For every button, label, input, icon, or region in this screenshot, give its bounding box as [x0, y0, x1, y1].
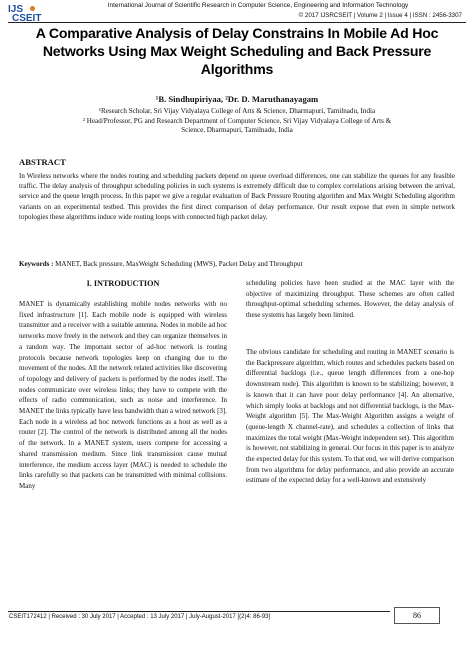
journal-meta: © 2017 IJSRCSEIT | Volume 2 | Issue 4 | ISSN : 2456-3307	[298, 12, 462, 19]
affiliation-1: ¹Research Scholar, Sri Vijay Vidyalaya College of Arts & Science, Dharmapuri, Tamilnadu, India	[98, 107, 376, 115]
footer-citation: CSEIT172412 | Received : 30 July 2017 | Accepted : 13 July 2017 | July-August-2017 [(2)4: 86-93]	[9, 614, 271, 620]
left-column-paragraph: MANET is dynamically establishing mobile nodes networks with no fixed infrastructure [1]. Each mobile node is equipped with wireless transmitter and a receiver with a suitable antenna. Nodes in mobile ad hoc networks move freely in the network and they can organize themselves in a random way. The important sector of ad-hoc network is routing protocols because network topologies keep on changing due to the movement of the nodes. All the network related activities like discovering of topology and delivery of packets is performed by the nodes itself. The nodes communicate over wireless links; they have to compete with the effects of radio communication, such as noise and interference. In MANET the links typically have less bandwidth than a wired network [3]. Each node in a wireless ad hoc network functions as a host as well as a router [2]. The control of the network is distributed among all the nodes of the network. In a MANET system, users compete for accessing a shared transmission medium. Since link transmission cause mutual interference, the medium access layer (MAC) is needed to schedule the links carefully so that packets can be transmitted with minimal collisions. Many	[19, 300, 227, 490]
right-column-paragraph-1: scheduling policies have been studied at the MAC layer with the objective of maximizing throughput. These schemes are often called throughput-optimal scheduling schemes. However, the delay analysis of these systems has largely been limited.	[246, 279, 454, 320]
keywords-label: Keywords :	[19, 260, 54, 268]
keywords-text: MANET, Back pressure, MaxWeight Scheduling (MWS), Packet Delay and Throughput	[53, 260, 303, 268]
affiliation-2-line-2: Science, Dharmapuri, Tamilnadu, India	[181, 126, 293, 134]
paper-authors: ¹B. Sindhupiriyaa, ²Dr. D. Maruthanayagam	[155, 94, 319, 104]
section-heading-introduction: I. INTRODUCTION	[86, 279, 160, 288]
right-column-paragraph-2: The obvious candidate for scheduling and routing in MANET scenario is the Backpressure algorithm, which routes and schedules packets based on differential backlogs (i.e., queue length differences from a one-hop downstream node). This algorithm is known to be stabilizing; however, it is known that it can have poor delay performance [4]. An alternative, which simply looks at backlogs and not differential backlogs, is the Max-Weight algorithm [5]. The Max-Weight Algorithm assigns a weight of (queue-length X channel-rate), and schedules a collection of links that maximizes the total weight (Max-Weight independent set). This algorithm is however, not stabilizing in general. Our focus in this paper is to analyze the expected delay for this system. To that end, we will derive comparison from two algorithms for delay performance, and also provide an accurate estimate of the expected delay for a well-known and extensively	[246, 348, 454, 485]
paper-title: A Comparative Analysis of Delay Constrains In Mobile Ad Hoc Networks Using Max Weight Scheduling and Back Pressure Algorithms	[35, 25, 439, 77]
keywords-line	[19, 260, 455, 269]
logo-dot-icon	[30, 6, 35, 11]
logo-top-text: IJS	[8, 4, 24, 15]
abstract-heading: ABSTRACT	[19, 157, 66, 167]
page-number: 86	[394, 607, 440, 624]
journal-name: International Journal of Scientific Research in Computer Science, Engineering and Information Technology	[107, 2, 409, 9]
header-divider	[8, 22, 466, 23]
footer-divider	[8, 611, 390, 612]
affiliation-2-line-1: ² Head/Professor, PG and Research Department of Computer Science, Sri Vijay Vidyalaya College of Arts &	[82, 117, 392, 125]
logo-bottom-text: CSEIT	[12, 13, 42, 24]
abstract-text: In Wireless networks where the nodes routing and scheduling packets depend on queue overload differences, one can stabilize the queues for any feasible traffic. The delay analysis of throughput scheduling policies in such systems is extremely difficult due to complex correlations arising between the arrival, service and the queue length process. In this paper we give a regular evaluation of Back Pressure Routing algorithm and Max Weight Scheduling algorithm variants on an experimental testbed. This provides the first direct comparison of delay performance. Our result expose that even in simple network topologies these algorithms induce wide routing loops with connected high packet delay.	[19, 172, 455, 221]
